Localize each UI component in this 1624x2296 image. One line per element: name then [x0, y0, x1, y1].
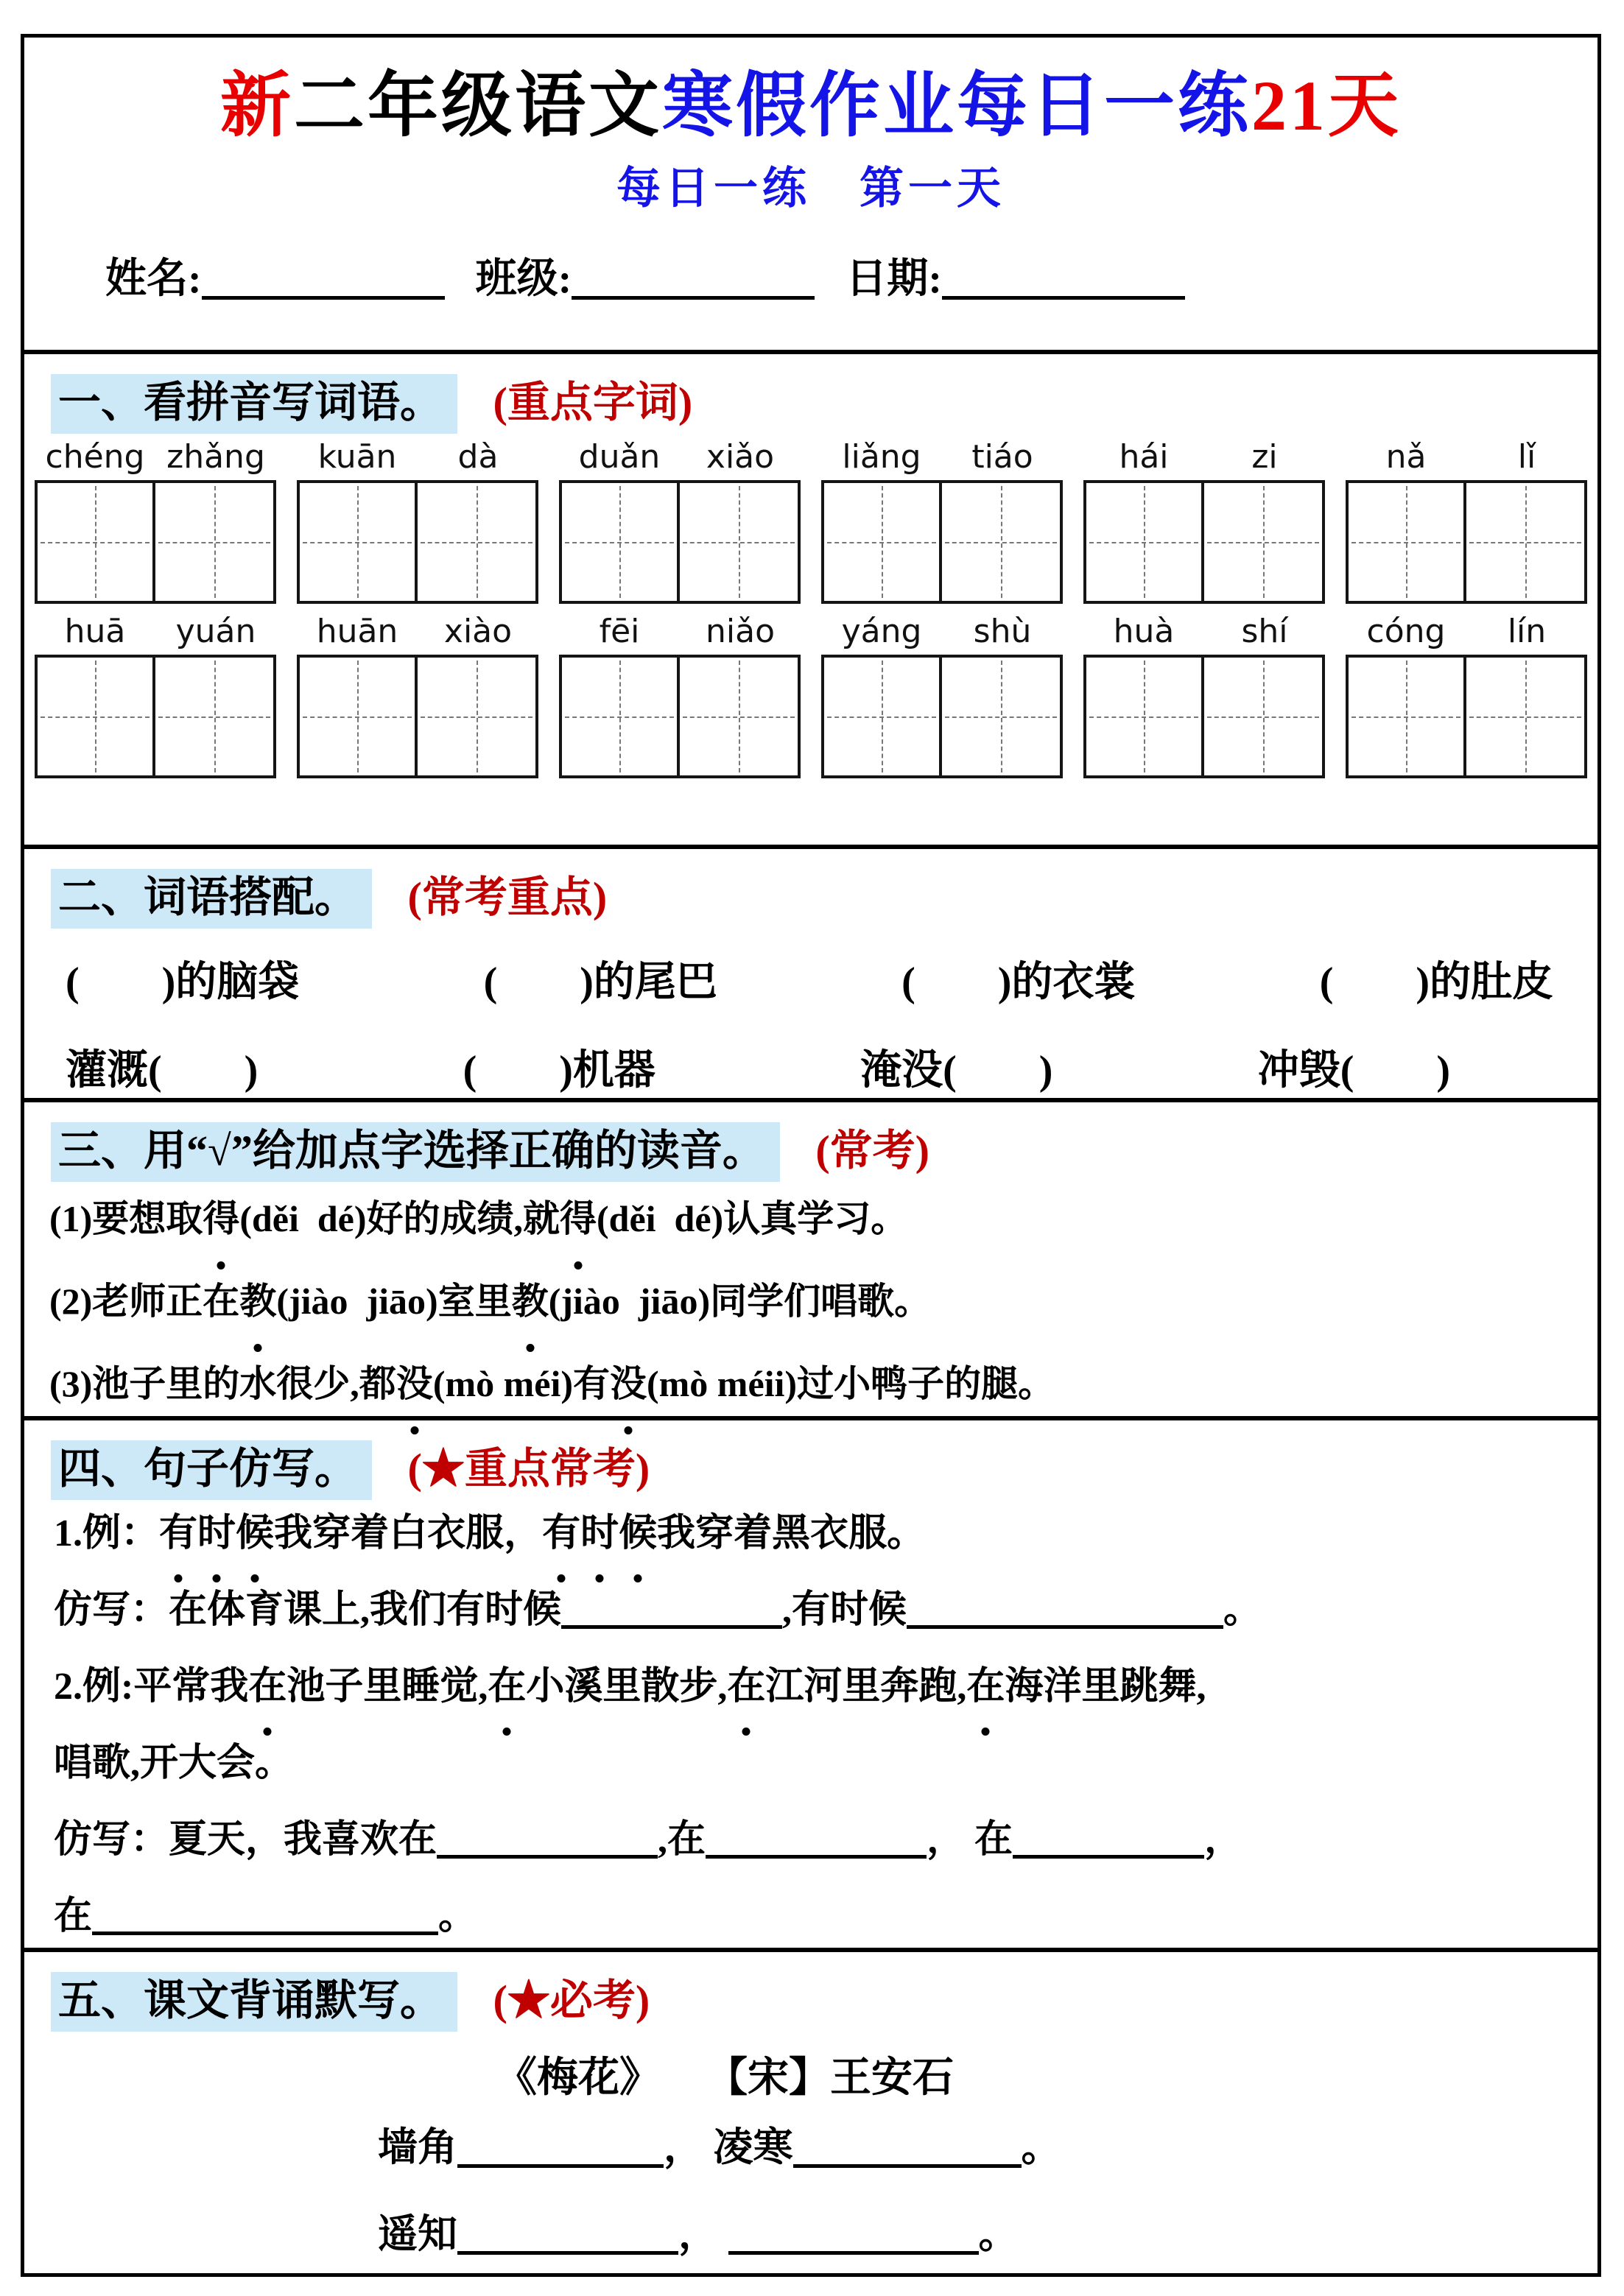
writing-box-pair	[559, 655, 801, 778]
text-run: 1.例：	[54, 1513, 160, 1554]
date-blank	[942, 255, 1185, 300]
dotted-char: 候	[619, 1496, 657, 1572]
word-match-item: 淹没( )	[860, 1048, 1053, 1094]
dotted-char: 在	[966, 1649, 1005, 1725]
pinyin-syllable: xiào	[443, 613, 513, 650]
dotted-char: 得	[560, 1177, 597, 1260]
pinyin-labels	[297, 438, 538, 476]
pinyin-labels	[1346, 438, 1587, 476]
writing-cell	[35, 480, 155, 604]
pinyin-row-2	[24, 613, 1597, 778]
pinyin-labels	[1346, 613, 1587, 650]
section-3-header	[24, 1102, 1597, 1177]
pinyin-syllable: huā	[64, 613, 126, 650]
section-5-header	[24, 1952, 1597, 2027]
text-run: (jiào jiāo)室里	[276, 1281, 512, 1322]
pinyin-syllable: yáng	[841, 613, 922, 650]
writing-cell	[1204, 480, 1325, 604]
pinyin-labels	[821, 438, 1063, 476]
writing-cell	[1083, 480, 1204, 604]
writing-box-pair	[559, 480, 801, 604]
writing-box-pair	[35, 655, 276, 778]
writing-cell	[821, 655, 942, 778]
dotted-char: 候	[236, 1496, 274, 1572]
pinyin-syllable: tiáo	[971, 438, 1033, 476]
writing-cell	[821, 480, 942, 604]
class-blank	[572, 255, 815, 300]
pinyin-syllable: liǎng	[842, 438, 921, 476]
text-run: ， 在	[927, 1819, 1013, 1861]
pinyin-syllable: chéng	[45, 438, 145, 476]
match-row-1	[24, 949, 1597, 1008]
class-label: 班级:	[475, 256, 572, 302]
pinyin-syllable: fēi	[599, 613, 640, 650]
student-info-row	[24, 246, 1597, 305]
pinyin-group	[821, 613, 1063, 778]
imitation-example-2	[24, 1649, 1597, 1725]
writing-cell	[680, 480, 801, 604]
writing-box-pair	[821, 480, 1063, 604]
title-segment-days: 21天	[1251, 66, 1402, 145]
word-match-item: ( )的衣裳	[901, 959, 1136, 1005]
text-run: 在	[54, 1895, 93, 1937]
text-run: ，	[678, 2212, 728, 2256]
text-run: (2)老师正在	[49, 1281, 240, 1322]
writing-box-pair	[297, 655, 538, 778]
text-run: 。	[978, 2212, 1019, 2256]
dotted-char: 没	[396, 1342, 433, 1425]
pinyin-group	[297, 438, 538, 604]
writing-cell	[1466, 655, 1587, 778]
blank-line	[561, 1587, 782, 1629]
section-2-title: 二、词语搭配。	[51, 869, 372, 929]
poem-title-line	[24, 2045, 1597, 2104]
section-4-note: (★重点常考)	[407, 1445, 650, 1493]
pinyin-group	[1083, 438, 1325, 604]
writing-cell	[559, 655, 680, 778]
word-match-item: ( )机器	[463, 1048, 655, 1094]
word-match-item: ( )的肚皮	[1319, 959, 1553, 1005]
dotted-char: 得	[203, 1177, 239, 1260]
pinyin-syllable: hái	[1119, 438, 1169, 476]
dotted-char: 在	[488, 1649, 526, 1725]
writing-cell	[155, 655, 276, 778]
pinyin-group	[297, 613, 538, 778]
pinyin-syllable: lǐ	[1517, 438, 1536, 476]
pinyin-labels	[559, 613, 801, 650]
writing-box-pair	[1346, 480, 1587, 604]
text-run: ,在	[658, 1819, 706, 1861]
pinyin-syllable: shí	[1241, 613, 1288, 650]
writing-cell	[942, 655, 1063, 778]
text-run: ， 凌寒	[664, 2125, 793, 2169]
text-run: 小溪里散步,	[526, 1666, 728, 1708]
writing-cell	[418, 655, 538, 778]
worksheet-page	[21, 34, 1601, 2277]
worksheet-header	[24, 49, 1597, 350]
section-2-note: (常考重点)	[407, 873, 608, 921]
writing-cell	[1346, 655, 1466, 778]
word-match-item: ( )的尾巴	[483, 959, 717, 1005]
title-segment-homework: 寒假作业每日一练	[662, 66, 1251, 145]
pinyin-syllable: dà	[457, 438, 499, 476]
pinyin-syllable: kuān	[317, 438, 397, 476]
blank-line	[457, 2211, 678, 2255]
match-row-2	[24, 1038, 1597, 1096]
text-run: (děi dé)认真学习。	[597, 1198, 908, 1239]
writing-box-pair	[821, 655, 1063, 778]
blank-line	[437, 1817, 658, 1859]
date-field	[846, 256, 1185, 302]
pinyin-labels	[559, 438, 801, 476]
section-1-header	[24, 354, 1597, 429]
pinyin-row-1	[24, 438, 1597, 604]
writing-cell	[1204, 655, 1325, 778]
writing-cell	[155, 480, 276, 604]
dotted-char: 有	[159, 1496, 197, 1572]
writing-cell	[35, 655, 155, 778]
imitation-example-1	[24, 1496, 1597, 1572]
section-2-header	[24, 849, 1597, 924]
section-1-note: (重点字词)	[493, 378, 693, 426]
blank-line	[907, 1587, 1223, 1629]
writing-cell	[1466, 480, 1587, 604]
text-run: (1)要想取	[49, 1198, 203, 1239]
class-field	[476, 256, 815, 302]
pinyin-syllable: shù	[973, 613, 1032, 650]
pinyin-group	[1346, 613, 1587, 778]
text-run: 。	[438, 1895, 477, 1937]
pinyin-syllable: cóng	[1366, 613, 1446, 650]
text-run: 。	[1223, 1589, 1262, 1631]
poem-author: 【宋】王安石	[727, 2055, 954, 2101]
pronunciation-item-3	[24, 1342, 1597, 1425]
writing-cell	[559, 480, 680, 604]
blank-line	[728, 2211, 979, 2255]
pinyin-labels	[821, 613, 1063, 650]
pinyin-group	[821, 438, 1063, 604]
text-run: 海洋里跳舞,	[1005, 1666, 1206, 1708]
section-3-title: 三、用“√”给加点字选择正确的读音。	[51, 1122, 780, 1182]
section-4-sentence-imitation	[24, 1416, 1597, 1948]
pinyin-syllable: yuán	[175, 613, 256, 650]
writing-box-pair	[35, 480, 276, 604]
pinyin-labels	[297, 613, 538, 650]
section-1-title: 一、看拼音写词语。	[51, 374, 457, 434]
dotted-char: 在	[727, 1649, 765, 1725]
writing-box-pair	[297, 480, 538, 604]
section-1-pinyin-writing	[24, 350, 1597, 845]
imitation-example-2-cont	[24, 1725, 1597, 1802]
text-run: ，	[1204, 1819, 1243, 1861]
name-blank	[202, 255, 445, 300]
pinyin-labels	[1083, 613, 1325, 650]
pronunciation-item-1	[24, 1177, 1597, 1260]
writing-cell	[942, 480, 1063, 604]
pinyin-syllable: zhǎng	[166, 438, 265, 476]
imitation-answer-1	[24, 1572, 1597, 1649]
name-label: 姓名:	[105, 256, 202, 302]
dotted-char: 教	[512, 1260, 549, 1342]
pinyin-group	[559, 438, 801, 604]
pinyin-syllable: lín	[1507, 613, 1547, 650]
section-5-recitation	[24, 1948, 1597, 2267]
pinyin-labels	[35, 438, 276, 476]
writing-cell	[680, 655, 801, 778]
writing-cell	[418, 480, 538, 604]
poem-verse-2	[24, 2191, 1597, 2277]
pinyin-labels	[35, 613, 276, 650]
text-run: 我穿着黑衣服。	[657, 1513, 926, 1554]
text-run: ,有时候	[782, 1589, 907, 1631]
writing-cell	[1346, 480, 1466, 604]
imitation-answer-2-cont	[24, 1878, 1597, 1955]
section-5-note: (★必考)	[493, 1976, 650, 2024]
section-2-word-matching	[24, 845, 1597, 1098]
text-run: (3)池子里的水很少,都	[49, 1363, 396, 1404]
text-run: 仿写：在体育课上,我们有时候	[54, 1589, 562, 1631]
pinyin-syllable: duǎn	[578, 438, 661, 476]
title-segment-new: 新	[220, 66, 294, 145]
text-run: (mò méi)有	[432, 1363, 610, 1404]
word-match-item: 灌溉( )	[66, 1048, 259, 1094]
pinyin-syllable: huà	[1113, 613, 1175, 650]
blank-line	[1013, 1817, 1204, 1859]
section-4-header	[24, 1420, 1597, 1496]
pinyin-labels	[1083, 438, 1325, 476]
word-match-item: 冲毁( )	[1257, 1048, 1450, 1094]
section-5-title: 五、课文背诵默写。	[51, 1972, 457, 2032]
blank-line	[706, 1817, 927, 1859]
poem-verse-1	[24, 2104, 1597, 2191]
blank-line	[92, 1893, 438, 1935]
text-run: 江河里奔跑,	[765, 1666, 967, 1708]
dotted-char: 在	[248, 1649, 287, 1725]
section-3-pronunciation	[24, 1098, 1597, 1416]
word-match-item: ( )的脑袋	[66, 959, 300, 1005]
title-segment-grade: 二年级语文	[294, 66, 662, 145]
text-run: (mò méii)过小鸭子的腿。	[647, 1363, 1055, 1404]
text-run: (děi dé)好的成绩,就	[239, 1198, 560, 1239]
writing-cell	[1083, 655, 1204, 778]
text-run: 池子里睡觉,	[287, 1666, 488, 1708]
pronunciation-item-2	[24, 1260, 1597, 1342]
dotted-char: 时	[197, 1496, 236, 1572]
dotted-char: 教	[239, 1260, 276, 1342]
pinyin-syllable: nǎ	[1385, 438, 1427, 476]
pinyin-group	[1083, 613, 1325, 778]
text-run: 唱歌,开大会。	[54, 1742, 294, 1784]
pinyin-syllable: niǎo	[706, 613, 775, 650]
pinyin-group	[35, 438, 276, 604]
text-run: 。	[1021, 2125, 1061, 2169]
page-subtitle: 每日一练 第一天	[616, 164, 1005, 213]
section-4-title: 四、句子仿写。	[51, 1440, 372, 1500]
writing-box-pair	[1083, 480, 1325, 604]
text-run: 墙角	[378, 2125, 457, 2169]
text-run: (jiào jiāo)同学们唱歌。	[548, 1281, 932, 1322]
pinyin-group	[35, 613, 276, 778]
pinyin-group	[1346, 438, 1587, 604]
pinyin-syllable: zi	[1251, 438, 1278, 476]
dotted-char: 没	[610, 1342, 647, 1425]
blank-line	[457, 2124, 664, 2168]
writing-box-pair	[1083, 655, 1325, 778]
writing-cell	[297, 655, 418, 778]
section-3-note: (常考)	[815, 1127, 929, 1175]
pinyin-syllable: huān	[316, 613, 398, 650]
page-title	[24, 49, 1597, 150]
text-run: 仿写：夏天，我喜欢在	[54, 1819, 437, 1861]
dotted-char: 有	[542, 1496, 580, 1572]
pinyin-syllable: xiǎo	[706, 438, 775, 476]
text-run: 2.例:平常我	[54, 1666, 249, 1708]
pinyin-group	[559, 613, 801, 778]
dotted-char: 时	[580, 1496, 619, 1572]
text-run: 遥知	[378, 2212, 457, 2256]
blank-line	[793, 2124, 1022, 2168]
imitation-answer-2	[24, 1802, 1597, 1878]
poem-title: 《梅花》	[496, 2055, 661, 2101]
name-field	[105, 256, 445, 302]
writing-box-pair	[1346, 655, 1587, 778]
date-label: 日期:	[846, 256, 942, 302]
writing-cell	[297, 480, 418, 604]
text-run: 我穿着白衣服，	[274, 1513, 543, 1554]
